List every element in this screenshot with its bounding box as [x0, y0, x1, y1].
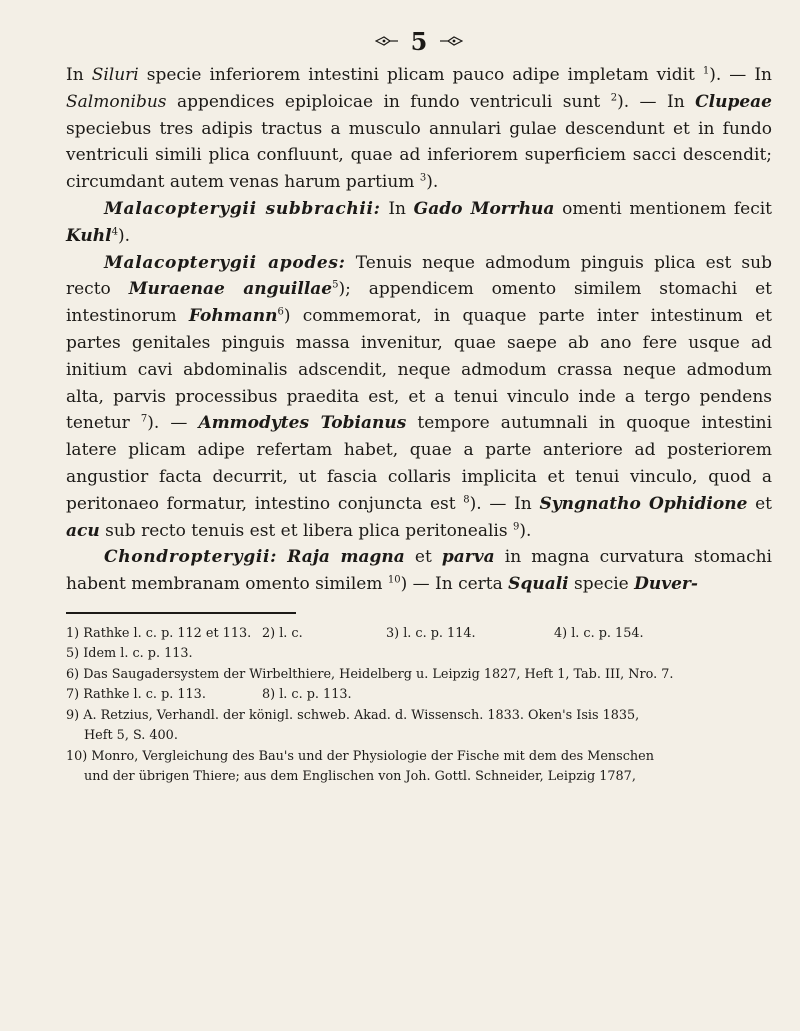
footnote-ref-1: 1	[702, 65, 710, 77]
page	[66, 20, 772, 788]
page-header	[66, 20, 772, 62]
footnote-10-cont: und der übrigen Thiere; aus dem Englischen von Joh. Gottl. Schneider, Leipzig 1787,	[84, 769, 636, 785]
author-fohmann: Fohmann	[188, 306, 278, 327]
footnote-divider	[66, 612, 296, 614]
text-run: appendices epiploicae in fundo ventriculi sunt	[166, 91, 611, 112]
text-run: et	[404, 547, 442, 568]
text-run: In	[380, 198, 414, 219]
footnote-ref-9: 9	[512, 520, 520, 532]
footnote-ref-7: 7	[140, 413, 148, 425]
page-number: 5	[410, 26, 428, 56]
text-run: ). — In	[617, 91, 696, 112]
footnote-row-7	[66, 685, 772, 706]
text-run: ).	[117, 225, 131, 246]
text-run: In	[66, 65, 92, 85]
taxon-siluri: Siluri	[91, 65, 139, 85]
text-run: ).	[426, 172, 439, 193]
ornament-left-icon	[375, 36, 399, 46]
taxon-parva: parva	[441, 547, 495, 568]
taxon-syngnatho: Syngnatho Ophidione	[539, 493, 748, 514]
text-run: ) — In certa	[400, 574, 509, 595]
taxon-raja-magna: Raja magna	[287, 547, 405, 568]
ornament-right-icon	[439, 36, 463, 46]
text-run: sub recto tenuis est et libera plica peritonealis	[99, 520, 513, 541]
text-run: ) commemorat, in quaque parte inter intestinum et partes genitales pinguis massa invenitur, quae saepe ab ano fere usque ad initium cavi abdominalis adscendit, neque admodum crassa neque admodum alta, parvis processibus praedita est, et a tenui vinculo inde a tergo pendens tenetur	[66, 306, 772, 434]
section-heading-chondropterygii: Chondropterygii:	[104, 547, 278, 568]
footnote-ref-5: 5	[332, 279, 339, 291]
footnote-4: 4) l. c. p. 154.	[554, 625, 644, 641]
section-heading-subbrachii: Malacopterygii subbrachii:	[104, 198, 381, 219]
text-run: Tenuis neque admodum pinguis plica est sub recto	[66, 252, 772, 300]
author-kuhl: Kuhl	[66, 225, 112, 246]
footnote-1: 1) Rathke l. c. p. 112 et 113.	[66, 625, 252, 641]
taxon-squali: Squali	[508, 574, 569, 595]
footnote-2: 2) l. c.	[262, 625, 303, 641]
footnote-row-1	[66, 624, 772, 645]
footnote-3: 3) l. c. p. 114.	[386, 625, 476, 641]
footnote-8: 8) l. c. p. 113.	[262, 687, 352, 703]
paragraph-2	[66, 196, 772, 250]
text-run: specie	[568, 574, 635, 595]
main-text	[66, 62, 772, 598]
section-heading-apodes: Malacopterygii apodes:	[104, 252, 346, 273]
text-run: speciebus tres adipis tractus a musculo annulari gulae descendunt et in fundo ventriculi simili plica confluunt, quae ad inferiorem superficiem sacci descendit; circumdant autem venas harum partium	[66, 118, 772, 193]
footnote-ref-3: 3	[419, 172, 427, 184]
footnote-ref-6: 6	[277, 306, 284, 318]
footnote-7: 7) Rathke l. c. p. 113.	[66, 687, 206, 703]
text-run: ); appendicem omento similem stomachi et intestinorum	[66, 279, 772, 327]
text-run: tempore autumnali in quoque intestini latere plicam adipe refertam habet, quae a parte anteriore ad posteriorem angustior facta decurrit, ut fascia collaris implicita et tenui vinculo, quod a peritonaeo formatur, intestino conjuncta est	[66, 413, 773, 514]
taxon-acu: acu	[66, 520, 100, 541]
taxon-ammodytes: Ammodytes Tobianus	[198, 413, 407, 434]
footnote-ref-4: 4	[111, 226, 118, 238]
text-run: specie inferiorem intestini plicam pauco adipe impletam vidit	[138, 65, 703, 85]
paragraph-4	[66, 544, 772, 598]
footnote-9: 9) A. Retzius, Verhandl. der königl. schweb. Akad. d. Wissensch. 1833. Oken's Isis 1835,	[66, 707, 640, 723]
footnotes	[66, 624, 772, 788]
footnote-9-cont: Heft 5, S. 400.	[84, 728, 178, 744]
author-duvernoy: Duver-	[634, 574, 698, 595]
text-run: ). — In	[709, 65, 772, 85]
text-run: et	[747, 493, 772, 514]
footnote-ref-10: 10	[387, 574, 401, 586]
footnote-ref-2: 2	[610, 92, 618, 104]
text-run: in magna curvatura stomachi habent membranam omento similem	[66, 547, 772, 595]
taxon-muraenae: Muraenae anguillae	[128, 279, 333, 300]
text-run: ).	[519, 520, 532, 541]
taxon-gado-morrhua: Gado Morrhua	[413, 198, 555, 219]
footnote-ref-8: 8	[463, 494, 470, 506]
footnote-6: 6) Das Saugadersystem der Wirbelthiere, Heidelberg u. Leipzig 1827, Heft 1, Tab. III, Nro. 7.	[66, 666, 674, 682]
paragraph-1	[66, 62, 772, 196]
text-run: omenti mentionem fecit	[554, 198, 773, 219]
taxon-salmonibus: Salmonibus	[66, 91, 167, 112]
text-run: ). — In	[469, 493, 540, 514]
footnote-10: 10) Monro, Vergleichung des Bau's und der Physiologie der Fische mit dem des Menschen	[66, 748, 654, 764]
footnote-5: 5) Idem l. c. p. 113.	[66, 646, 193, 662]
paragraph-3	[66, 250, 772, 545]
taxon-clupeae: Clupeae	[695, 91, 772, 112]
text-run: ). —	[147, 413, 199, 434]
